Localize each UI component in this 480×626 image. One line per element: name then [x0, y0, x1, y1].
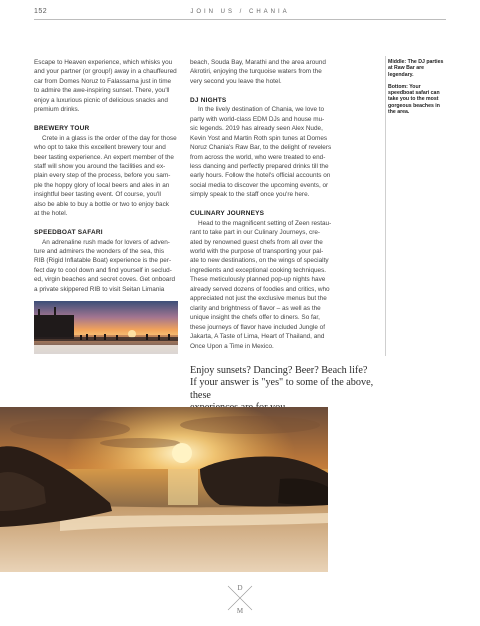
photo-captions [388, 59, 446, 121]
section-heading-dj: DJ NIGHTS [190, 96, 227, 104]
text-line: insightful beer tasting event. Of course, you'll [34, 191, 161, 199]
text-line: Jakarta, A Taste of Lima, Heart of Thailand, and [190, 333, 325, 341]
text-line: beer tasting experience. An expert member of the [34, 153, 174, 161]
text-line: these journeys of flavor have included Jungle of [190, 323, 325, 331]
text-line: less dancing and perfectly prepared drinks till the [190, 162, 329, 170]
text-line: premium drinks. [34, 106, 80, 114]
text-line: plain every step of the process, before you sam- [34, 172, 171, 180]
text-line: ture and admirers the wonders of the sea, this [34, 248, 165, 256]
section-heading-culinary: CULINARY JOURNEYS [190, 210, 265, 218]
pull-quote-line: If your answer is "yes" to some of the above, these [190, 377, 374, 401]
text-line: Head to the magnificent setting of Zeen restau- [198, 219, 332, 227]
text-line: fect day to cool down and find yourself in seclud- [34, 266, 172, 274]
text-line: Noruz Chania's Raw Bar, to the delight of revelers [190, 144, 332, 152]
logo-letter-top: D [237, 584, 243, 592]
text-line: car from Domes Noruz to Falassarna just in time [34, 77, 172, 85]
section-heading-brewery: BREWERY TOUR [34, 125, 90, 133]
page-number: 152 [34, 8, 48, 15]
text-line: rant to take part in our Culinary Journeys, cre- [190, 229, 321, 237]
caption-middle: Middle: The DJ parties at Raw Bar are legendary. [388, 59, 444, 78]
text-line: ed, virgin beaches and secret coves. Get onboard [34, 276, 176, 284]
text-line: ate to new destinations, on the wings of specialty [190, 257, 329, 265]
sidebar-divider [385, 56, 386, 356]
text-line: ated by renowned guest chefs from all over the [190, 238, 323, 246]
text-line: Once Upon a Time in Mexico. [190, 342, 274, 350]
text-line: appreciated not just the exclusive menus but the [190, 295, 327, 303]
text-line: simply speak to the staff once you're here. [190, 191, 310, 199]
text-line: party with world-class EDM DJs and house mu- [190, 115, 325, 123]
text-line: already served dozens of foodies and critics, who [190, 285, 330, 293]
logo-letter-bottom: M [236, 607, 244, 615]
raw-bar-photo [34, 301, 178, 354]
text-line: Akrotiri, enjoying the turquoise waters from the [190, 68, 322, 76]
text-line: RIB (Rigid Inflatable Boat) experience is the per- [34, 257, 172, 265]
section-heading-speedboat: SPEEDBOAT SAFARI [34, 229, 103, 237]
pull-quote-line: Enjoy sunsets? Dancing? Beer? Beach life? [190, 365, 368, 376]
text-line: sic legends. 2019 has already seen Alex Nude, [190, 125, 323, 133]
text-line: An adrenaline rush made for lovers of adven- [42, 238, 170, 246]
beach-sunset-photo [0, 407, 328, 572]
text-line: staff will show you around the facilities and ex- [34, 162, 166, 170]
text-line: to admire the awe-inspiring sunset. There, you'll [34, 87, 170, 95]
header-rule [34, 19, 446, 20]
text-line: ingredients and exceptional cooking techniques. [190, 266, 327, 274]
text-line: a private skippered RIB to visit Seitan Limania [34, 285, 165, 293]
text-line: from across the world, who were treated to end- [190, 153, 326, 161]
text-line: In the lively destination of Chania, we love to [198, 106, 325, 114]
brand-logo [222, 580, 258, 616]
text-line: unique insight the chefs offer to diners. So far, [190, 314, 320, 322]
text-line: Crete in a glass is the order of the day for those [42, 134, 177, 142]
column-left [34, 58, 178, 294]
text-line: enjoy a luxurious picnic of delicious snacks and [34, 96, 168, 104]
text-line: These meticulously planned pop-up nights have [190, 276, 326, 284]
caption-bottom: Bottom: Your speedboat safari can take you to the most gorgeous beaches in the area. [388, 83, 440, 116]
text-line: early hours. Follow the hotel's official accounts on [190, 172, 331, 180]
text-line: Escape to Heaven experience, which whisks you [34, 59, 173, 66]
column-middle [190, 58, 335, 351]
text-line: and your partner (or group!) away in a chauffeured [34, 68, 177, 76]
text-line: who opt to take this excellent brewery tour and [34, 144, 166, 152]
text-line: Kevin Yost and Martin Roth spin tunes at Domes [190, 134, 328, 142]
text-line: ple the hoppy glory of local beers and ales in an [34, 181, 170, 189]
text-line: very second you leave the hotel. [190, 77, 282, 85]
text-line: also be able to buy a bottle or two to enjoy back [34, 200, 169, 208]
text-line: beach, Souda Bay, Marathi and the area around [190, 59, 326, 66]
running-head: JOIN US / CHANIA [190, 9, 290, 15]
text-line: clarity and brightness of flavor – as well as the [190, 304, 321, 312]
text-line: social media to discover the upcoming events, or [190, 181, 329, 189]
text-line: at the hotel. [34, 210, 68, 218]
text-line: world with the purpose of transporting your pal- [190, 248, 324, 256]
